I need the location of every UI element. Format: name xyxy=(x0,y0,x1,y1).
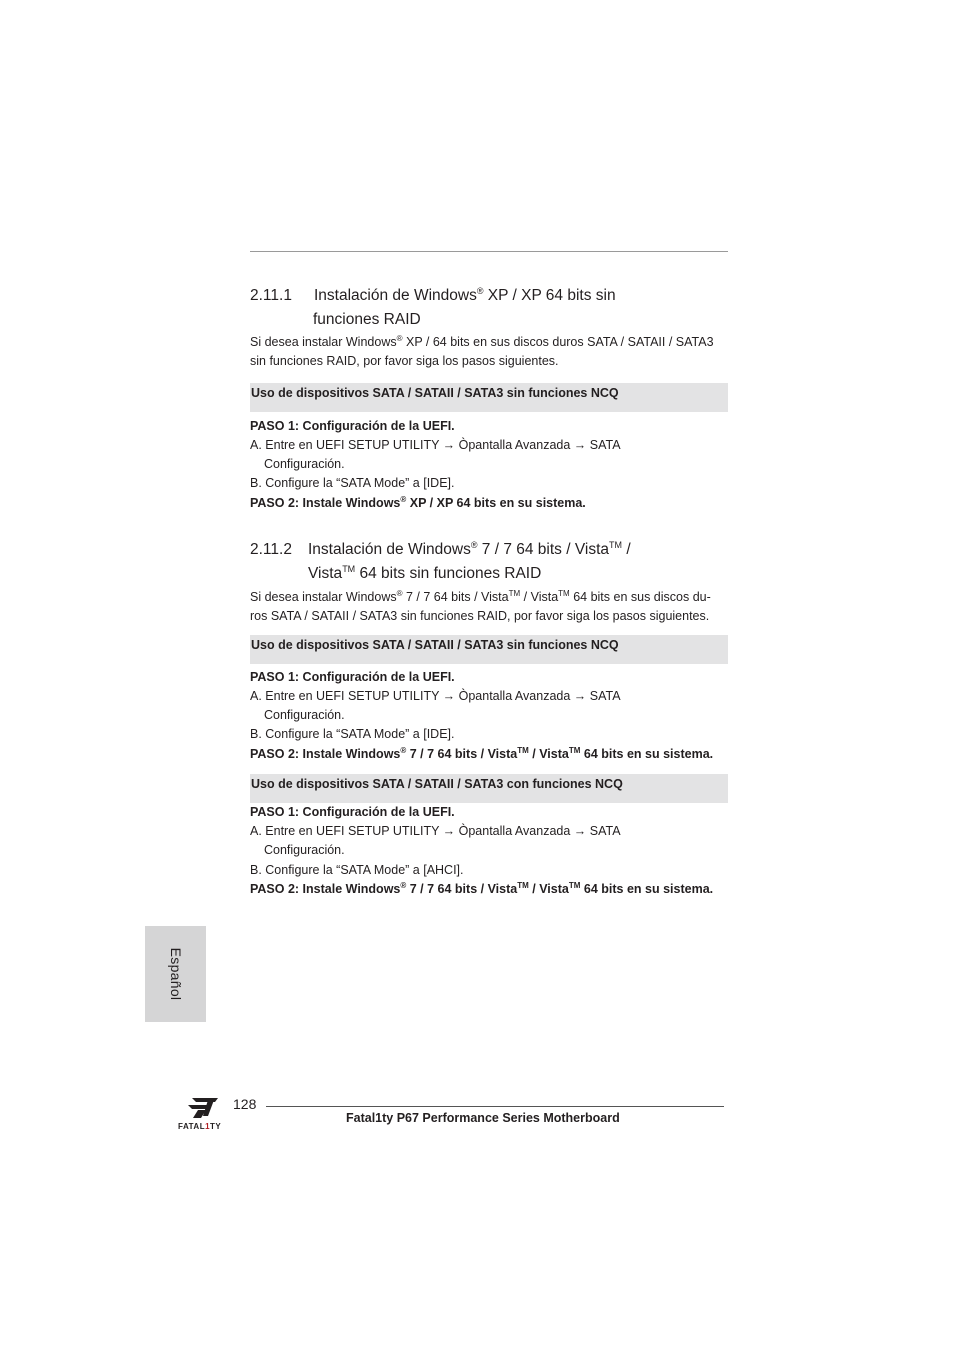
top-divider xyxy=(250,251,728,252)
section1-intro-line2: sin funciones RAID, por favor siga los pasos siguientes. xyxy=(250,354,559,368)
section2-intro-line2: ros SATA / SATAII / SATA3 sin funciones RAID, por favor siga los pasos siguientes. xyxy=(250,609,710,623)
section1-intro: Si desea instalar Windows® XP / 64 bits en sus discos duros SATA / SATAII / SATA3 xyxy=(250,333,714,349)
section2-ncq-stepB: B. Configure la “SATA Mode” a [AHCI]. xyxy=(250,863,464,877)
section1-stepA: A. Entre en UEFI SETUP UTILITY → Òpantalla Avanzada → SATA xyxy=(250,438,621,452)
section2-ncq-bar: Uso de dispositivos SATA / SATAII / SATA3 con funciones NCQ xyxy=(250,774,728,803)
section-heading-2-11-2-line2: Vista™ 64 bits sin funciones RAID xyxy=(308,563,542,582)
section2-ncq-stepA: A. Entre en UEFI SETUP UTILITY → Òpantalla Avanzada → SATA xyxy=(250,824,621,838)
section-heading-2-11-1-line2: funciones RAID xyxy=(313,311,421,328)
section2-intro: Si desea instalar Windows® 7 / 7 64 bits / Vista™ / Vista™ 64 bits en sus discos du- xyxy=(250,588,711,604)
section2-no-ncq-step1: PASO 1: Configuración de la UEFI. xyxy=(250,670,455,684)
section1-ncq-bar: Uso de dispositivos SATA / SATAII / SATA3 sin funciones NCQ xyxy=(250,383,728,412)
page-number: 128 xyxy=(233,1096,257,1112)
section2-no-ncq-stepA: A. Entre en UEFI SETUP UTILITY → Òpantalla Avanzada → SATA xyxy=(250,689,621,703)
section2-no-ncq-bar: Uso de dispositivos SATA / SATAII / SATA3 sin funciones NCQ xyxy=(250,635,728,664)
footer-title: Fatal1ty P67 Performance Series Motherboard xyxy=(346,1111,620,1125)
section1-stepA-line2: Configuración. xyxy=(264,457,345,471)
section2-ncq-step2: PASO 2: Instale Windows® 7 / 7 64 bits / Vista™ / Vista™ 64 bits en su sistema. xyxy=(250,880,714,896)
section-heading-2-11-2: 2.11.2 Instalación de Windows® 7 / 7 64 bits / Vista™ / xyxy=(250,539,631,558)
section2-ncq-step1: PASO 1: Configuración de la UEFI. xyxy=(250,805,455,819)
fatal1ty-logo xyxy=(178,1096,230,1132)
section1-step1: PASO 1: Configuración de la UEFI. xyxy=(250,419,455,433)
section2-ncq-stepA-line2: Configuración. xyxy=(264,843,345,857)
svg-text:FATAL1TY: FATAL1TY xyxy=(178,1122,222,1131)
fatal1ty-logo-icon xyxy=(178,1096,230,1132)
footer-divider xyxy=(266,1106,724,1107)
section1-step2: PASO 2: Instale Windows® XP / XP 64 bits en su sistema. xyxy=(250,494,586,510)
section2-no-ncq-step2: PASO 2: Instale Windows® 7 / 7 64 bits / Vista™ / Vista™ 64 bits en su sistema. xyxy=(250,745,714,761)
section-heading-2-11-1: 2.11.1 Instalación de Windows® XP / XP 64 bits sin xyxy=(250,285,616,304)
section2-no-ncq-stepA-line2: Configuración. xyxy=(264,708,345,722)
section1-stepB: B. Configure la “SATA Mode” a [IDE]. xyxy=(250,476,455,490)
section2-no-ncq-stepB: B. Configure la “SATA Mode” a [IDE]. xyxy=(250,727,455,741)
language-side-tab: Español xyxy=(145,926,206,1022)
